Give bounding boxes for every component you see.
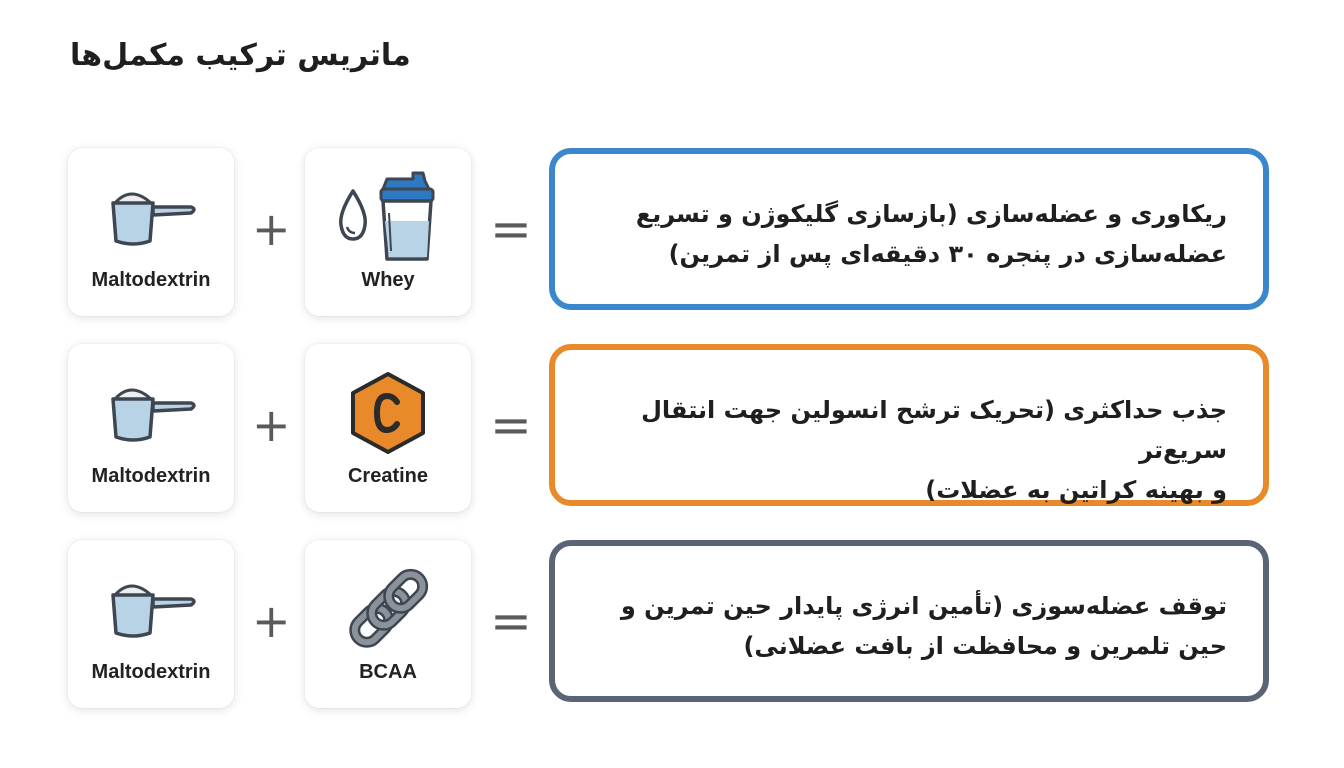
result-text bbox=[607, 586, 1227, 666]
result-line-2: عضله‌سازی در پنجره ۳۰ دقیقه‌ای پس از تمرین) bbox=[668, 240, 1227, 268]
combo-row-whey bbox=[0, 148, 1344, 324]
supplement-card-bcaa bbox=[305, 540, 471, 708]
result-box bbox=[549, 540, 1269, 702]
supplement-card-maltodextrin bbox=[68, 148, 234, 316]
result-line-2: حین تلمرین و محافظت از بافت عضلانی) bbox=[743, 632, 1227, 660]
supplement-card-maltodextrin bbox=[68, 344, 234, 512]
supplement-label: Creatine bbox=[347, 465, 429, 487]
plus-operator: + bbox=[252, 202, 291, 256]
powder-scoop-icon bbox=[68, 172, 234, 262]
powder-scoop-icon bbox=[68, 368, 234, 458]
equals-operator: = bbox=[490, 200, 532, 258]
supplement-card-creatine bbox=[305, 344, 471, 512]
supplement-label: Whey bbox=[361, 269, 415, 291]
result-box bbox=[549, 148, 1269, 310]
supplement-card-whey bbox=[305, 148, 471, 316]
supplement-label: Maltodextrin bbox=[91, 465, 211, 487]
result-line-1: ریکاوری و عضله‌سازی (بازسازی گلیکوژن و تسریع bbox=[635, 200, 1227, 228]
result-line-1: جذب حداکثری (تحریک ترشح انسولین جهت انتقال سریع‌تر bbox=[641, 396, 1227, 464]
supplement-label: Maltodextrin bbox=[91, 661, 211, 683]
drop-and-shaker-icon bbox=[305, 172, 471, 262]
equals-operator: = bbox=[490, 396, 532, 454]
plus-operator: + bbox=[252, 398, 291, 452]
supplement-label: BCAA bbox=[359, 661, 417, 683]
result-line-1: توقف عضله‌سوزی (تأمین انرژی پایدار حین تمرین و bbox=[620, 592, 1227, 620]
powder-scoop-icon bbox=[68, 564, 234, 654]
chain-link-icon bbox=[305, 564, 471, 654]
supplement-label: Maltodextrin bbox=[91, 269, 211, 291]
supplement-card-maltodextrin bbox=[68, 540, 234, 708]
result-line-2: و بهینه کراتین به عضلات) bbox=[925, 476, 1227, 504]
plus-operator: + bbox=[252, 594, 291, 648]
creatine-hexagon-icon bbox=[305, 368, 471, 458]
result-text bbox=[607, 390, 1227, 510]
result-box bbox=[549, 344, 1269, 506]
combo-row-bcaa bbox=[0, 540, 1344, 716]
combo-row-creatine bbox=[0, 344, 1344, 520]
page-title: ماتریس ترکیب مکمل‌ها bbox=[70, 38, 411, 73]
equals-operator: = bbox=[490, 592, 532, 650]
result-text bbox=[607, 194, 1227, 274]
